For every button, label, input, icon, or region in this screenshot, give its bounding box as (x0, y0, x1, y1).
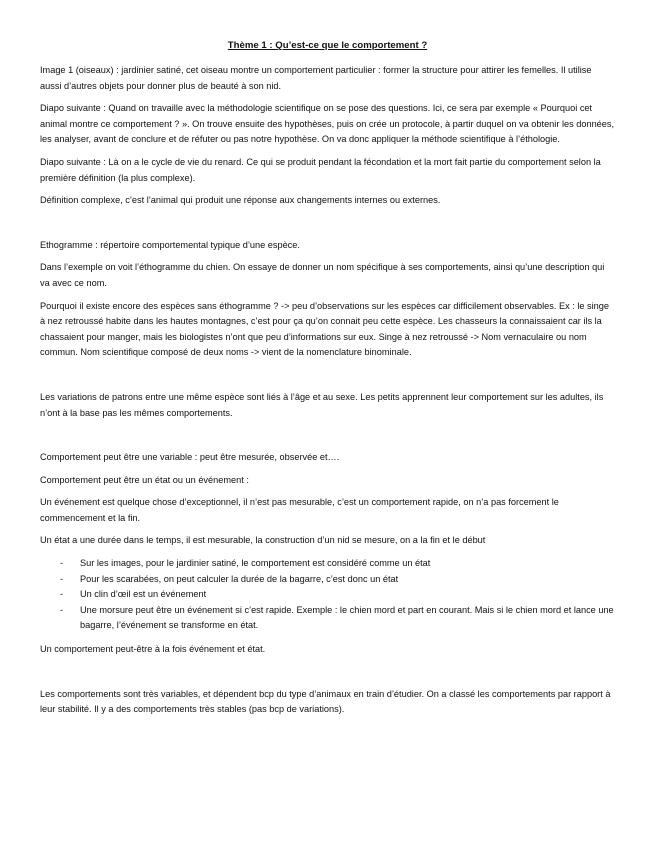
paragraph-complex-definition: Définition complexe, c’est l’animal qui produit une réponse aux changements internes ou externes. (40, 195, 441, 206)
spacer (40, 665, 615, 687)
paragraph-state-or-event: Comportement peut être un état ou un événement : (40, 474, 249, 485)
paragraph-species-without-ethogram: Pourquoi il existe encore des espèces sans éthogramme ? -> peu d’observations sur les espèces car difficilement observables. Ex : le singe à nez retroussé habite dans les hautes montagnes, c’est pour ça qu’on connait peu cette espèce. Les chasseurs la connaissaient car ils la chassaient pour manger, mais les biologistes n’ont que peu d’informations sur eux. Singe à nez retroussé -> Nom vernaculaire ou nom commun. Nom scientifique composé de deux noms -> vient de la nomenclature binominale. (40, 300, 609, 358)
paragraph-pattern-variations: Les variations de patrons entre une même espèce sont liés à l’âge et au sexe. Les petits apprennent leur comportement sur les adultes, ils n’ont à la base pas les mêmes comportements. (40, 391, 604, 418)
spacer (40, 428, 615, 450)
list-item (40, 603, 615, 634)
paragraph-dog-ethogram: Dans l’exemple on voit l’éthogramme du chien. On essaye de donner un nom spécifique à ses comportements, ainsi qu’une description qui va avec ce nom. (40, 262, 605, 288)
spacer (40, 216, 615, 238)
list-item-text: Une morsure peut être un événement si c’est rapide. Exemple : le chien mord et part en courant. Mais si le chien mord et lance une bagarre, l’événement se transforme en état. (80, 604, 614, 631)
paragraph-state-definition: Un état a une durée dans le temps, il est mesurable, la construction d’un nid se mesure, on a la fin et le début (40, 535, 486, 546)
paragraph-ethogram-definition: Ethogramme : répertoire comportemental typique d’une espèce. (40, 239, 300, 250)
paragraph-image-1: Image 1 (oiseaux) : jardinier satiné, cet oiseau montre un comportement particulier : former la structure pour attirer les femelles. Il utilise aussi d’autres objets pour donner plus de beauté à son nid. (40, 65, 592, 91)
paragraph-event-definition: Un événement est quelque chose d’exceptionnel, il n’est pas mesurable, c’est un comportement rapide, on n’a pas forcement le commencement et la fin. (40, 497, 559, 523)
spacer (40, 368, 615, 390)
list-item-text: Pour les scarabées, on peut calculer la durée de la bagarre, c’est donc un état (80, 573, 399, 584)
examples-list (40, 556, 615, 634)
list-item (40, 587, 615, 603)
page-title: Thème 1 : Qu’est-ce que le comportement ? (227, 40, 428, 51)
list-item (40, 556, 615, 572)
dash-bullet: - (60, 589, 64, 600)
dash-bullet: - (60, 573, 64, 584)
dash-bullet: - (60, 558, 64, 569)
dash-bullet: - (60, 604, 64, 615)
paragraph-fox-cycle: Diapo suivante : Là on a le cycle de vie du renard. Ce qui se produit pendant la fécondation et la mort fait partie du comportement selon la première définition (la plus complexe). (40, 156, 601, 183)
list-item-text: Un clin d’œil est un événement (80, 589, 207, 600)
paragraph-methodology: Diapo suivante : Quand on travaille avec la méthodologie scientifique on se pose des questions. Ici, ce sera par exemple « Pourquoi cet animal montre ce comportement ? ». On trouve ensuite des hypothèses, puis on crée un protocole, à partir duquel on va obtenir les données, les analyser, avant de conclure et de réfuter ou pas notre hypothèse. On va donc appliquer la méthode scientifique à l’éthologie. (40, 103, 615, 145)
list-item-text: Sur les images, pour le jardinier satiné, le comportement est considéré comme un état (80, 558, 431, 569)
paragraph-behavior-stability: Les comportements sont très variables, et dépendent bcp du type d’animaux en train d’étudier. On a classé les comportements par rapport à leur stabilité. Il y a des comportements très stables (pas bcp de variations). (40, 688, 611, 715)
paragraph-behavior-variable: Comportement peut être une variable : peut être mesurée, observée et…. (40, 452, 340, 463)
list-item (40, 572, 615, 588)
paragraph-both-event-state: Un comportement peut-être à la fois événement et état. (40, 644, 266, 655)
